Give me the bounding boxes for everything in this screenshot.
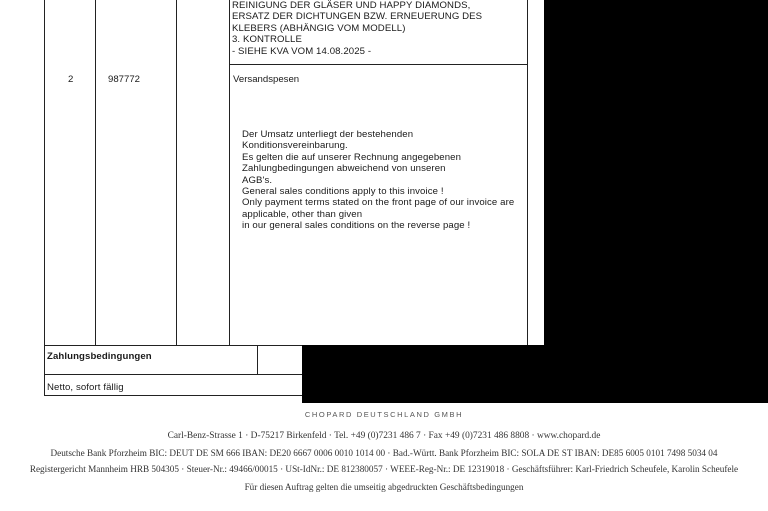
row-separator	[229, 64, 527, 65]
payment-header-rule	[44, 374, 304, 375]
column-divider-4	[527, 0, 528, 345]
redaction-block-bottom	[302, 345, 768, 403]
notice-line: AGB's.	[242, 174, 273, 186]
table-border-left	[44, 0, 45, 395]
footer-bank-details: Deutsche Bank Pforzheim BIC: DEUT DE SM 666 IBAN: DE20 6667 0006 0010 1014 00 · Bad.-Württ. Bank Pforzheim BIC: SOLA DE ST IBAN: DE85 6005 0101 7498 5034 04	[50, 448, 718, 458]
line-item-position: 2	[68, 74, 74, 85]
description-line: - SIEHE KVA VOM 14.08.2025 -	[232, 45, 372, 57]
footer-address: Carl-Benz-Strasse 1 · D-75217 Birkenfeld · Tel. +49 (0)7231 486 7 · Fax +49 (0)7231 486 8808 · www.chopard.de	[167, 431, 601, 441]
notice-line: applicable, other than given	[242, 208, 363, 220]
column-divider-2	[176, 0, 177, 345]
sales-conditions-notice	[242, 129, 514, 232]
notice-line: Zahlungbedingungen abweichend von unseren	[242, 163, 446, 175]
column-divider-1	[95, 0, 96, 345]
line-item-article-number: 987772	[108, 74, 141, 85]
payment-bottom-rule	[44, 395, 304, 396]
description-line: ERSATZ DER DICHTUNGEN BZW. ERNEUERUNG DES	[232, 11, 483, 23]
column-divider-3	[229, 0, 230, 345]
payment-terms-value: Netto, sofort fällig	[47, 382, 124, 393]
notice-line: Konditionsvereinbarung.	[242, 140, 348, 152]
item-description	[232, 0, 482, 57]
footer-conditions-note: Für diesen Auftrag gelten die umseitig abgedruckten Geschäftsbedingungen	[244, 482, 524, 492]
description-line: 3. KONTROLLE	[232, 34, 302, 46]
notice-line: Der Umsatz unterliegt der bestehenden	[242, 129, 414, 140]
line-item-description: Versandspesen	[233, 74, 300, 85]
notice-line: in our general sales conditions on the reverse page !	[242, 220, 471, 232]
footer-registry: Registergericht Mannheim HRB 504305 · Steuer-Nr.: 49466/00015 · USt-IdNr.: DE 812380057 · WEEE-Reg-Nr.: DE 12319018 · Geschäftsführer: Karl-Friedrich Scheufele, Karolin Scheufele	[29, 464, 739, 474]
notice-line: Es gelten die auf unserer Rechnung angegebenen	[242, 151, 462, 163]
notice-line: Only payment terms stated on the front page of our invoice are	[242, 197, 515, 209]
payment-terms-heading: Zahlungsbedingungen	[47, 351, 152, 362]
footer-company-name: CHOPARD DEUTSCHLAND GMBH	[304, 410, 464, 419]
notice-line: General sales conditions apply to this invoice !	[242, 186, 444, 198]
description-line: KLEBERS (ABHÄNGIG VOM MODELL)	[232, 22, 406, 34]
description-line: REINIGUNG DER GLÄSER UND HAPPY DIAMONDS,	[232, 0, 471, 11]
redaction-block-right	[544, 0, 768, 350]
payment-divider	[257, 346, 258, 374]
